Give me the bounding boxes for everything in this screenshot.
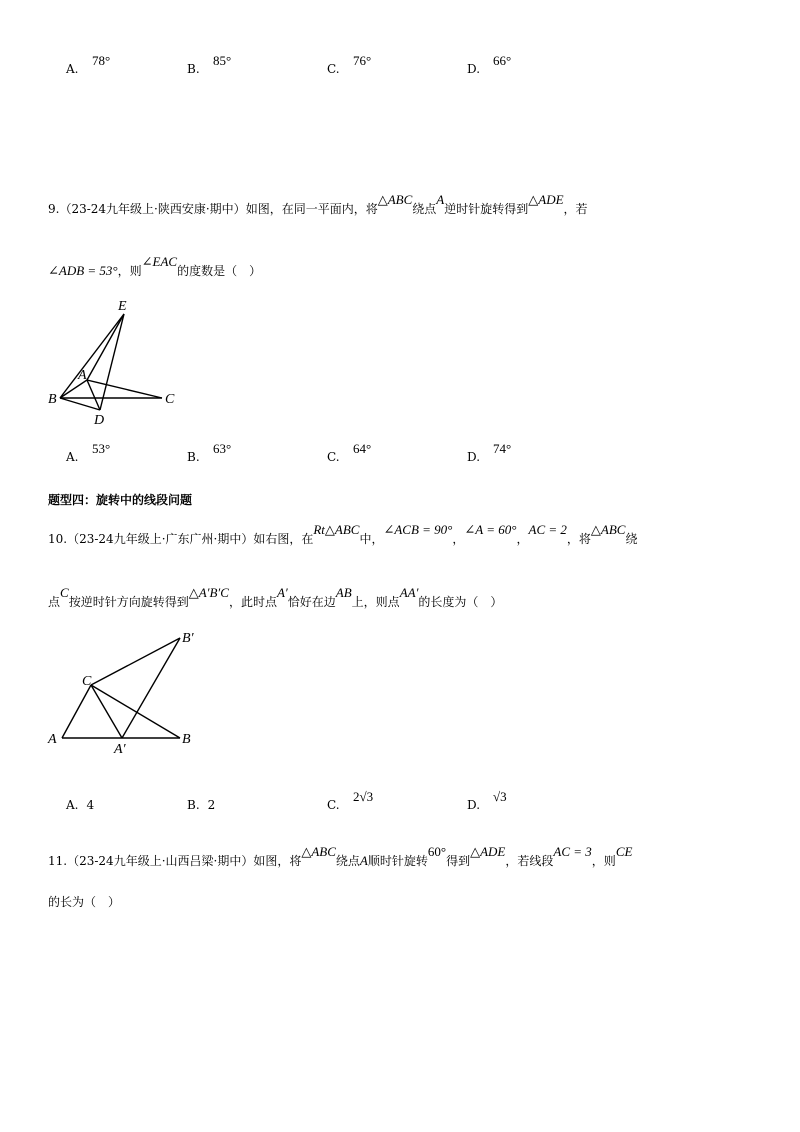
q9-option-d: D. 74°	[467, 441, 512, 464]
q10-label-b1: B′	[182, 631, 194, 646]
q10-math-c: C	[60, 585, 69, 600]
q10-number: 10.	[48, 532, 68, 546]
q9-math-abc: △ABC	[377, 192, 413, 207]
q11-math-a: A	[359, 853, 368, 868]
q10-math-aa: AA′	[399, 585, 419, 600]
q10-line-ca1	[91, 685, 122, 738]
q9-line-2: ∠ADB = 53°，则∠EAC的度数是（ ）	[48, 254, 262, 278]
q9-line-ea	[87, 314, 124, 380]
q10-label-a1: A′	[114, 742, 126, 757]
q9-option-b: B. 63°	[187, 441, 232, 464]
q11-math-60: 60°	[427, 844, 447, 859]
q9-math-eac: ∠EAC	[141, 254, 178, 269]
prev-option-d: D. 66°	[467, 53, 512, 76]
q10-option-b: B. 2	[187, 798, 216, 812]
q9-option-a: A. 53°	[66, 441, 111, 464]
q9-number: 9.	[48, 202, 60, 216]
q10-math-a2: A′	[276, 585, 288, 600]
q10-label-a: A	[48, 732, 57, 747]
q11-line-2: 的长为（ ）	[48, 895, 121, 909]
q10-line-ac	[62, 685, 91, 738]
q10-source: （23-24九年级上·广东广州·期中）	[67, 532, 254, 546]
q10-option-a: A. 4	[66, 798, 95, 812]
q10-line-cb	[91, 685, 180, 738]
q11-line-1: 11.（23-24九年级上·山西吕梁·期中）如图，将△ABC绕点A顺时针旋转60°得到△ADE，若线段AC = 3，则CE	[48, 844, 633, 868]
q10-option-d: D. √3	[467, 789, 507, 812]
q11-math-ac: AC = 3	[553, 844, 592, 859]
q9-math-a: A	[436, 192, 445, 207]
prev-option-c: C. 76°	[327, 53, 372, 76]
q10-math-a: ∠A = 60°	[464, 522, 517, 537]
q9-line-ac	[87, 380, 162, 398]
prev-option-b: B. 85°	[187, 53, 232, 76]
q11-source: （23-24九年级上·山西吕梁·期中）	[67, 854, 254, 868]
q9-option-c: C. 64°	[327, 441, 372, 464]
q9-line-ad	[87, 380, 100, 410]
q10-line-2: 点C按逆时针方向旋转得到△A′B′C，此时点A′恰好在边AB上，则点AA′的长度为（ ）	[48, 585, 503, 609]
q11-number: 11.	[48, 854, 68, 868]
section-heading: 题型四：旋转中的线段问题	[48, 493, 193, 507]
q9-label-d: D	[94, 413, 105, 428]
q9-line-bd	[60, 398, 100, 410]
q9-label-c: C	[165, 392, 175, 407]
q9-line-ed	[100, 314, 124, 410]
q10-math-rt: Rt△ABC	[313, 522, 360, 537]
q11-math-abc: △ABC	[301, 844, 336, 859]
q10-line-1: 10.（23-24九年级上·广东广州·期中）如右图，在Rt△ABC中，∠ACB = 90°，∠A = 60°，AC = 2，将△ABC绕	[48, 522, 638, 546]
q10-math-abc2: △A′B′C	[188, 585, 229, 600]
q9-label-b: B	[48, 392, 57, 407]
q9-line-be	[60, 314, 124, 398]
q10-math-ac: AC = 2	[528, 522, 567, 537]
q10-math-acb: ∠ACB = 90°	[383, 522, 453, 537]
q9-math-angle-adb: ∠ADB = 53°	[48, 263, 118, 278]
q11-math-ce: CE	[615, 844, 633, 859]
q10-math-ab: AB	[335, 585, 352, 600]
q11-math-ade: △ADE	[470, 844, 506, 859]
q9-source: （23-24九年级上·陕西安康·期中）	[59, 202, 246, 216]
q9-label-a: A	[78, 368, 87, 383]
prev-option-a: A. 78°	[66, 53, 111, 76]
q10-label-b: B	[182, 732, 191, 747]
q9-math-ade: △ADE	[528, 192, 564, 207]
q10-label-c: C	[82, 674, 92, 689]
q9-figure	[40, 290, 200, 430]
q9-line-1: 9.（23-24九年级上·陕西安康·期中）如图，在同一平面内，将△ABC绕点A逆时针旋转得到△ADE，若	[48, 192, 588, 216]
q10-option-c: C. 2√3	[327, 789, 374, 812]
q10-figure	[40, 622, 210, 757]
q10-math-abc: △ABC	[590, 522, 626, 537]
q9-label-e: E	[118, 299, 127, 314]
